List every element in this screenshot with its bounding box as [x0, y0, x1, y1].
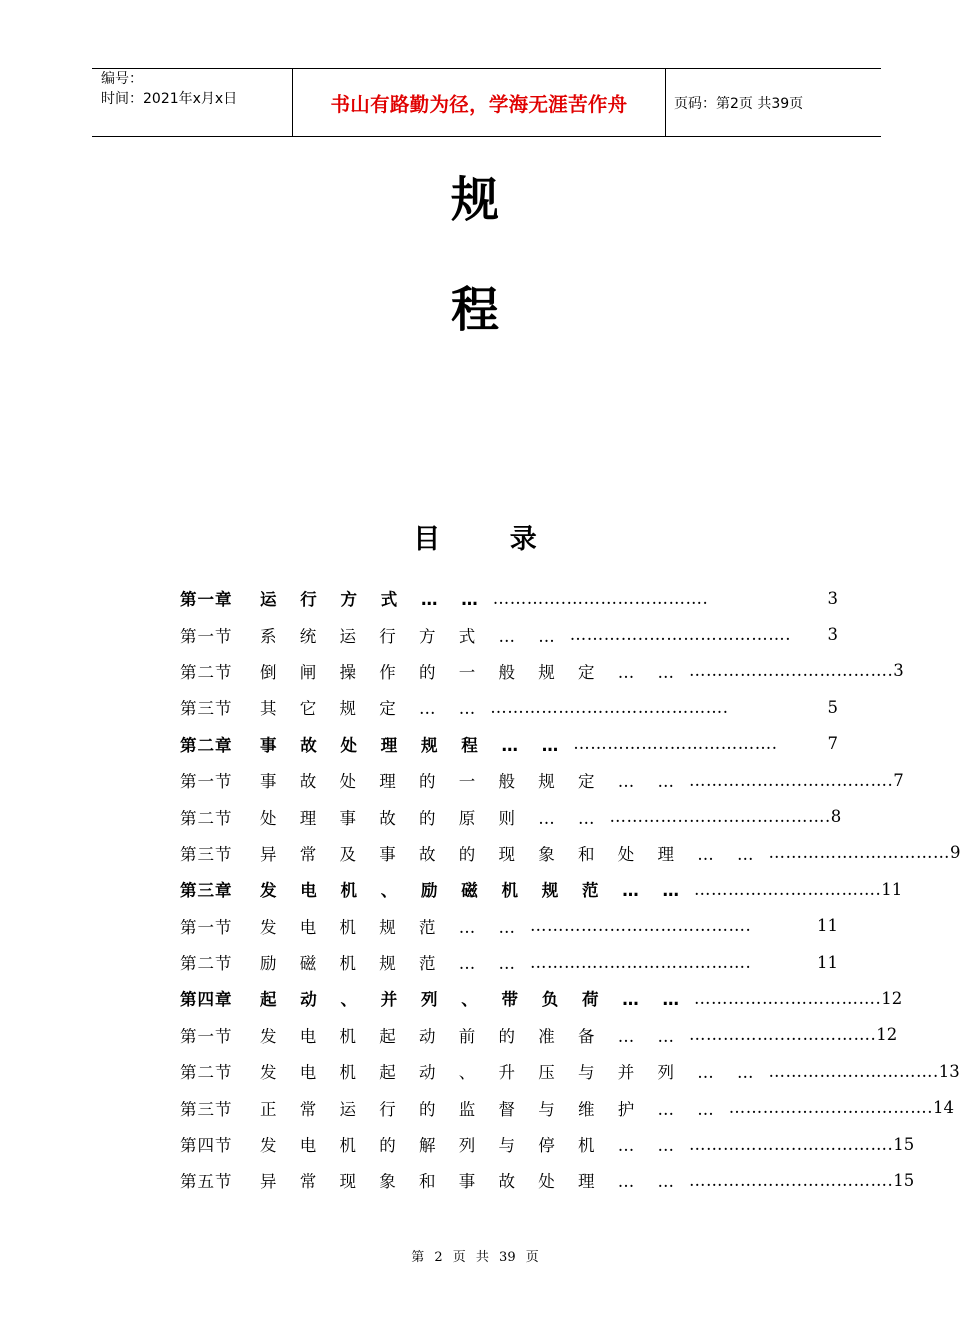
toc-section-entry[interactable]: [180, 1053, 960, 1089]
toc-entry-number: 第二节: [180, 808, 233, 828]
toc-entry-page: 12: [876, 1025, 898, 1045]
toc-entry-number: 第一节: [180, 626, 233, 646]
toc-section-entry[interactable]: [180, 798, 842, 834]
page-footer: 第 2 页 共 39 页: [411, 1250, 539, 1265]
toc-entry-number: 第五节: [180, 1172, 233, 1192]
toc-entry-title: 起 动 、 并 列 、 带 负 荷 … …: [260, 990, 688, 1010]
toc-entry-leader: ………………..…………….: [688, 1170, 894, 1190]
toc-section-entry[interactable]: [180, 1126, 915, 1162]
toc-entry-leader: …………..…………………….: [529, 916, 752, 936]
toc-entry-leader: ………….…………………….: [492, 588, 709, 608]
toc-entry-page: 14: [932, 1098, 954, 1118]
toc-entry-page: 13: [938, 1061, 960, 1081]
toc-entry-title: 倒 闸 操 作 的 一 般 规 定 … …: [260, 662, 683, 682]
toc-entry-page: 11: [817, 952, 838, 972]
toc-entry-leader: ………………..…………….: [688, 770, 894, 790]
toc-entry-title: 运 行 方 式 … …: [260, 590, 487, 610]
toc-entry-leader: ……………..………….: [768, 1061, 939, 1081]
toc-entry-title: 其 它 规 定 … …: [260, 699, 485, 719]
table-of-contents: [180, 580, 960, 1199]
toc-entry-title: 异 常 及 事 故 的 现 象 和 处 理 … …: [260, 844, 763, 864]
toc-entry-leader: ………………..…………….: [688, 1134, 894, 1154]
title-char-1: 规: [450, 172, 499, 228]
toc-chapter-entry[interactable]: [180, 580, 838, 616]
toc-entry-page: 3: [893, 661, 904, 681]
toc-entry-number: 第二章: [180, 735, 233, 755]
toc-entry-number: 第二节: [180, 1063, 233, 1083]
toc-entry-title: 励 磁 机 规 范 … …: [260, 954, 524, 974]
page-header: [92, 68, 881, 137]
toc-entry-leader: ………………..…………….: [688, 661, 894, 681]
toc-section-entry[interactable]: [180, 689, 838, 725]
toc-entry-leader: ……………..…………………….: [490, 697, 729, 717]
toc-entry-page: 3: [827, 625, 838, 645]
header-info-cell: [92, 69, 293, 136]
toc-entry-number: 第三节: [180, 844, 233, 864]
toc-entry-number: 第四节: [180, 1136, 233, 1156]
toc-entry-number: 第三节: [180, 699, 233, 719]
time-label: 时间：2021年x月x日: [101, 91, 238, 107]
toc-entry-title: 发 电 机 起 动 前 的 准 备 … …: [260, 1026, 683, 1046]
toc-chapter-entry[interactable]: [180, 871, 903, 907]
toc-entry-number: 第四章: [180, 990, 233, 1010]
toc-entry-title: 发 电 机 规 范 … …: [260, 917, 524, 937]
toc-entry-page: 8: [830, 807, 842, 827]
header-page-info: 页码：第2页 共39页: [674, 95, 804, 112]
toc-entry-page: 15: [893, 1170, 915, 1190]
toc-entry-title: 事 故 处 理 的 一 般 规 定 … …: [260, 772, 683, 792]
header-page-cell: [666, 69, 881, 136]
toc-entry-number: 第二节: [180, 662, 233, 682]
toc-entry-title: 系 统 运 行 方 式 … …: [260, 626, 564, 646]
motto-text: 书山有路勤为径，学海无涯苦作舟: [330, 92, 628, 116]
toc-entry-title: 发 电 机 的 解 列 与 停 机 … …: [260, 1136, 683, 1156]
toc-entry-title: 处 理 事 故 的 原 则 … …: [260, 808, 604, 828]
toc-entry-title: 异 常 现 象 和 事 故 处 理 … …: [260, 1172, 683, 1192]
toc-entry-number: 第一章: [180, 590, 233, 610]
toc-section-entry[interactable]: [180, 762, 904, 798]
toc-entry-page: 15: [893, 1134, 915, 1154]
toc-section-entry[interactable]: [180, 653, 904, 689]
toc-section-entry[interactable]: [180, 1162, 915, 1198]
toc-entry-leader: …………..…………………….: [529, 952, 752, 972]
toc-entry-page: 12: [881, 988, 903, 1008]
toc-entry-leader: ……………..…………….: [693, 879, 882, 899]
toc-entry-number: 第三节: [180, 1099, 233, 1119]
toc-section-entry[interactable]: [180, 616, 838, 652]
code-label: 编号：: [101, 71, 143, 87]
toc-entry-page: 11: [881, 879, 903, 899]
toc-heading: 目 录: [413, 524, 537, 555]
toc-entry-title: 发 电 机 、 励 磁 机 规 范 … …: [260, 881, 688, 901]
toc-entry-number: 第三章: [180, 881, 233, 901]
toc-entry-title: 事 故 处 理 规 程 … …: [260, 735, 568, 755]
header-motto-cell: [293, 69, 666, 136]
toc-entry-number: 第一节: [180, 917, 233, 937]
toc-entry-page: 9: [949, 843, 960, 863]
toc-entry-title: 发 电 机 起 动 、 升 压 与 并 列 … …: [260, 1063, 763, 1083]
toc-entry-number: 第一节: [180, 772, 233, 792]
toc-entry-leader: ……………..…………….: [688, 1025, 877, 1045]
toc-entry-page: 7: [827, 734, 838, 754]
toc-section-entry[interactable]: [180, 1089, 954, 1125]
toc-chapter-entry[interactable]: [180, 726, 838, 762]
title-char-2: 程: [450, 282, 499, 338]
toc-entry-title: 正 常 运 行 的 监 督 与 维 护 … …: [260, 1099, 723, 1119]
toc-entry-page: 7: [893, 770, 904, 790]
toc-entry-page: 5: [827, 697, 838, 717]
toc-entry-leader: ……………..……………: [768, 843, 950, 863]
toc-section-entry[interactable]: [180, 944, 838, 980]
toc-section-entry[interactable]: [180, 1017, 898, 1053]
toc-section-entry[interactable]: [180, 835, 960, 871]
toc-entry-number: 第一节: [180, 1026, 233, 1046]
toc-entry-page: 11: [817, 916, 838, 936]
toc-entry-leader: ………………..…………….: [728, 1098, 933, 1118]
toc-chapter-entry[interactable]: [180, 980, 903, 1016]
toc-entry-leader: …………..…………………….: [569, 625, 791, 645]
toc-entry-page: 3: [827, 588, 838, 608]
toc-entry-leader: ……………..…………….: [693, 988, 882, 1008]
toc-entry-leader: …………..…………………….: [609, 807, 831, 827]
toc-section-entry[interactable]: [180, 908, 838, 944]
toc-entry-leader: ……………..……………….: [573, 734, 778, 754]
toc-entry-number: 第二节: [180, 954, 233, 974]
